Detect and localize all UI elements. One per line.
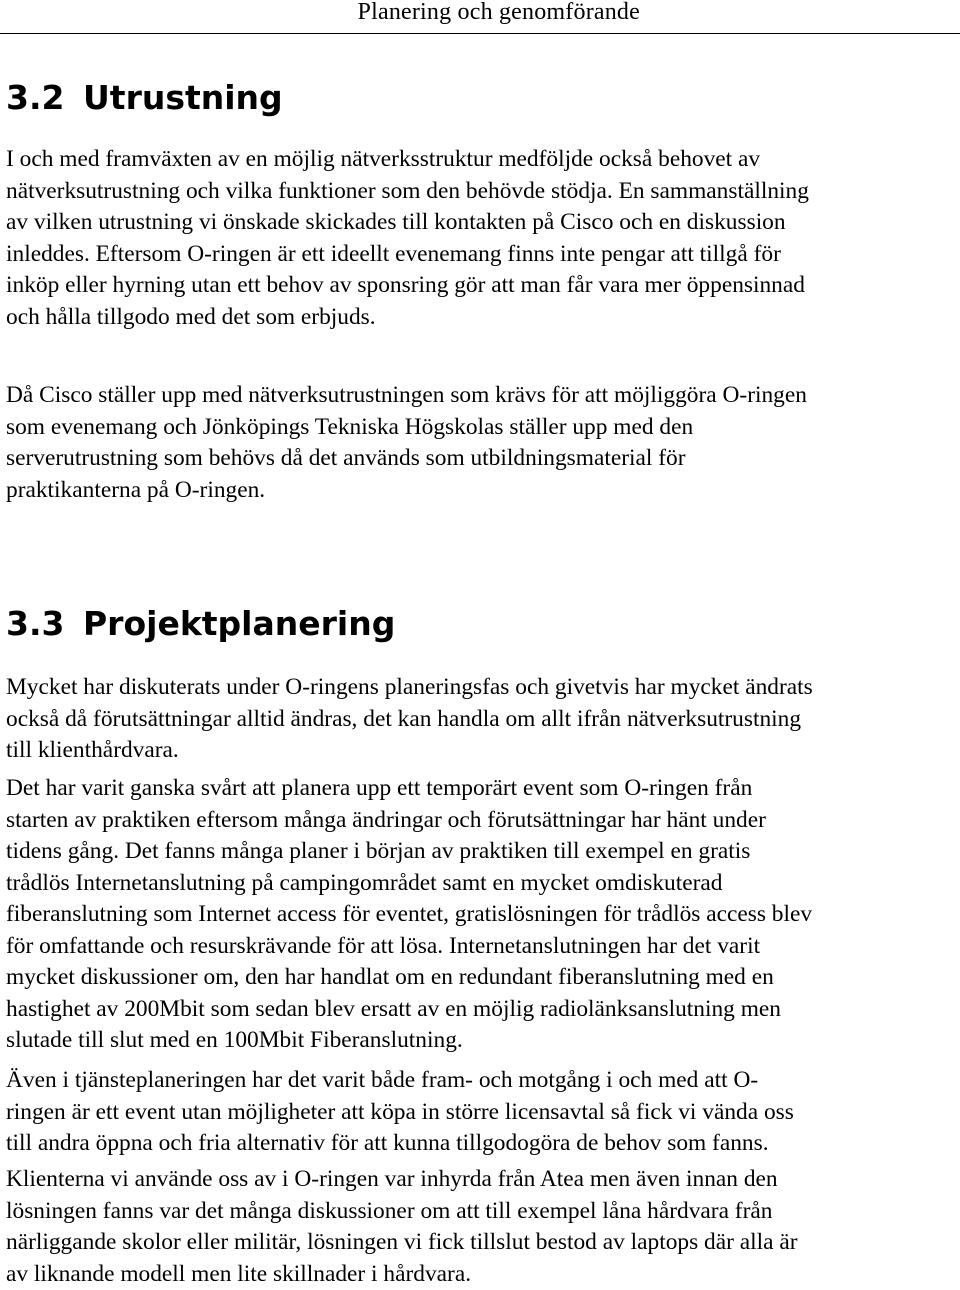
text-line: trådlös Internetanslutning på campingområdet samt en mycket omdiskuterad: [6, 868, 954, 900]
text-line: av liknande modell men lite skillnader i hårdvara.: [6, 1259, 954, 1290]
paragraph-projektplanering-4: [6, 1164, 954, 1290]
text-line: fiberanslutning som Internet access för eventet, gratislösningen för trådlös access blev: [6, 899, 954, 931]
text-line: som evenemang och Jönköpings Tekniska Högskolas ställer upp med den: [6, 412, 954, 444]
text-line: hastighet av 200Mbit som sedan blev ersatt av en möjlig radiolänksanslutning men: [6, 994, 954, 1026]
text-line: till andra öppna och fria alternativ för att kunna tillgodogöra de behov som fanns.: [6, 1128, 954, 1160]
paragraph-utrustning-1: [6, 144, 954, 333]
paragraph-projektplanering-2: [6, 773, 954, 1057]
text-line: Det har varit ganska svårt att planera upp ett temporärt event som O-ringen från: [6, 773, 954, 805]
text-line: och hålla tillgodo med det som erbjuds.: [6, 302, 954, 334]
running-header: Planering och genomförande: [358, 0, 640, 27]
text-line: inleddes. Eftersom O-ringen är ett ideellt evenemang finns inte pengar att tillgå för: [6, 239, 954, 271]
text-line: serverutrustning som behövs då det används som utbildningsmaterial för: [6, 443, 954, 475]
paragraph-projektplanering-3: [6, 1065, 954, 1160]
section-number: 3.2: [6, 78, 83, 118]
text-line: för omfattande och resurskrävande för att lösa. Internetanslutningen har det varit: [6, 931, 954, 963]
paragraph-projektplanering-1: [6, 672, 954, 767]
text-line: mycket diskussioner om, den har handlat om en redundant fiberanslutning med en: [6, 962, 954, 994]
text-line: Klienterna vi använde oss av i O-ringen var inhyrda från Atea men även innan den: [6, 1164, 954, 1196]
text-line: till klienthårdvara.: [6, 735, 954, 767]
text-line: inköp eller hyrning utan ett behov av sponsring gör att man får vara mer öppensinnad: [6, 270, 954, 302]
section-title: Utrustning: [83, 78, 283, 117]
text-line: I och med framväxten av en möjlig nätverksstruktur medföljde också behovet av: [6, 144, 954, 176]
text-line: praktikanterna på O-ringen.: [6, 475, 954, 507]
section-heading-utrustning: [6, 78, 283, 118]
text-line: nätverksutrustning och vilka funktioner som den behövde stödja. En sammanställning: [6, 176, 954, 208]
header-rule: [0, 33, 960, 34]
text-line: Mycket har diskuterats under O-ringens planeringsfas och givetvis har mycket ändrats: [6, 672, 954, 704]
text-line: närliggande skolor eller militär, lösningen vi fick tillslut bestod av laptops där alla är: [6, 1227, 954, 1259]
text-line: slutade till slut med en 100Mbit Fiberanslutning.: [6, 1025, 954, 1057]
text-line: starten av praktiken eftersom många ändringar och förutsättningar har hänt under: [6, 805, 954, 837]
paragraph-utrustning-2: [6, 380, 954, 506]
section-number: 3.3: [6, 604, 83, 644]
text-line: Även i tjänsteplaneringen har det varit både fram- och motgång i och med att O-: [6, 1065, 954, 1097]
text-line: tidens gång. Det fanns många planer i början av praktiken till exempel en gratis: [6, 836, 954, 868]
section-title: Projektplanering: [83, 604, 395, 643]
text-line: ringen är ett event utan möjligheter att köpa in större licensavtal så fick vi vända oss: [6, 1097, 954, 1129]
text-line: Då Cisco ställer upp med nätverksutrustningen som krävs för att möjliggöra O-ringen: [6, 380, 954, 412]
text-line: av vilken utrustning vi önskade skickades till kontakten på Cisco och en diskussion: [6, 207, 954, 239]
text-line: lösningen fanns var det många diskussioner om att till exempel låna hårdvara från: [6, 1196, 954, 1228]
section-heading-projektplanering: [6, 604, 395, 644]
text-line: också då förutsättningar alltid ändras, det kan handla om allt ifrån nätverksutrustning: [6, 704, 954, 736]
